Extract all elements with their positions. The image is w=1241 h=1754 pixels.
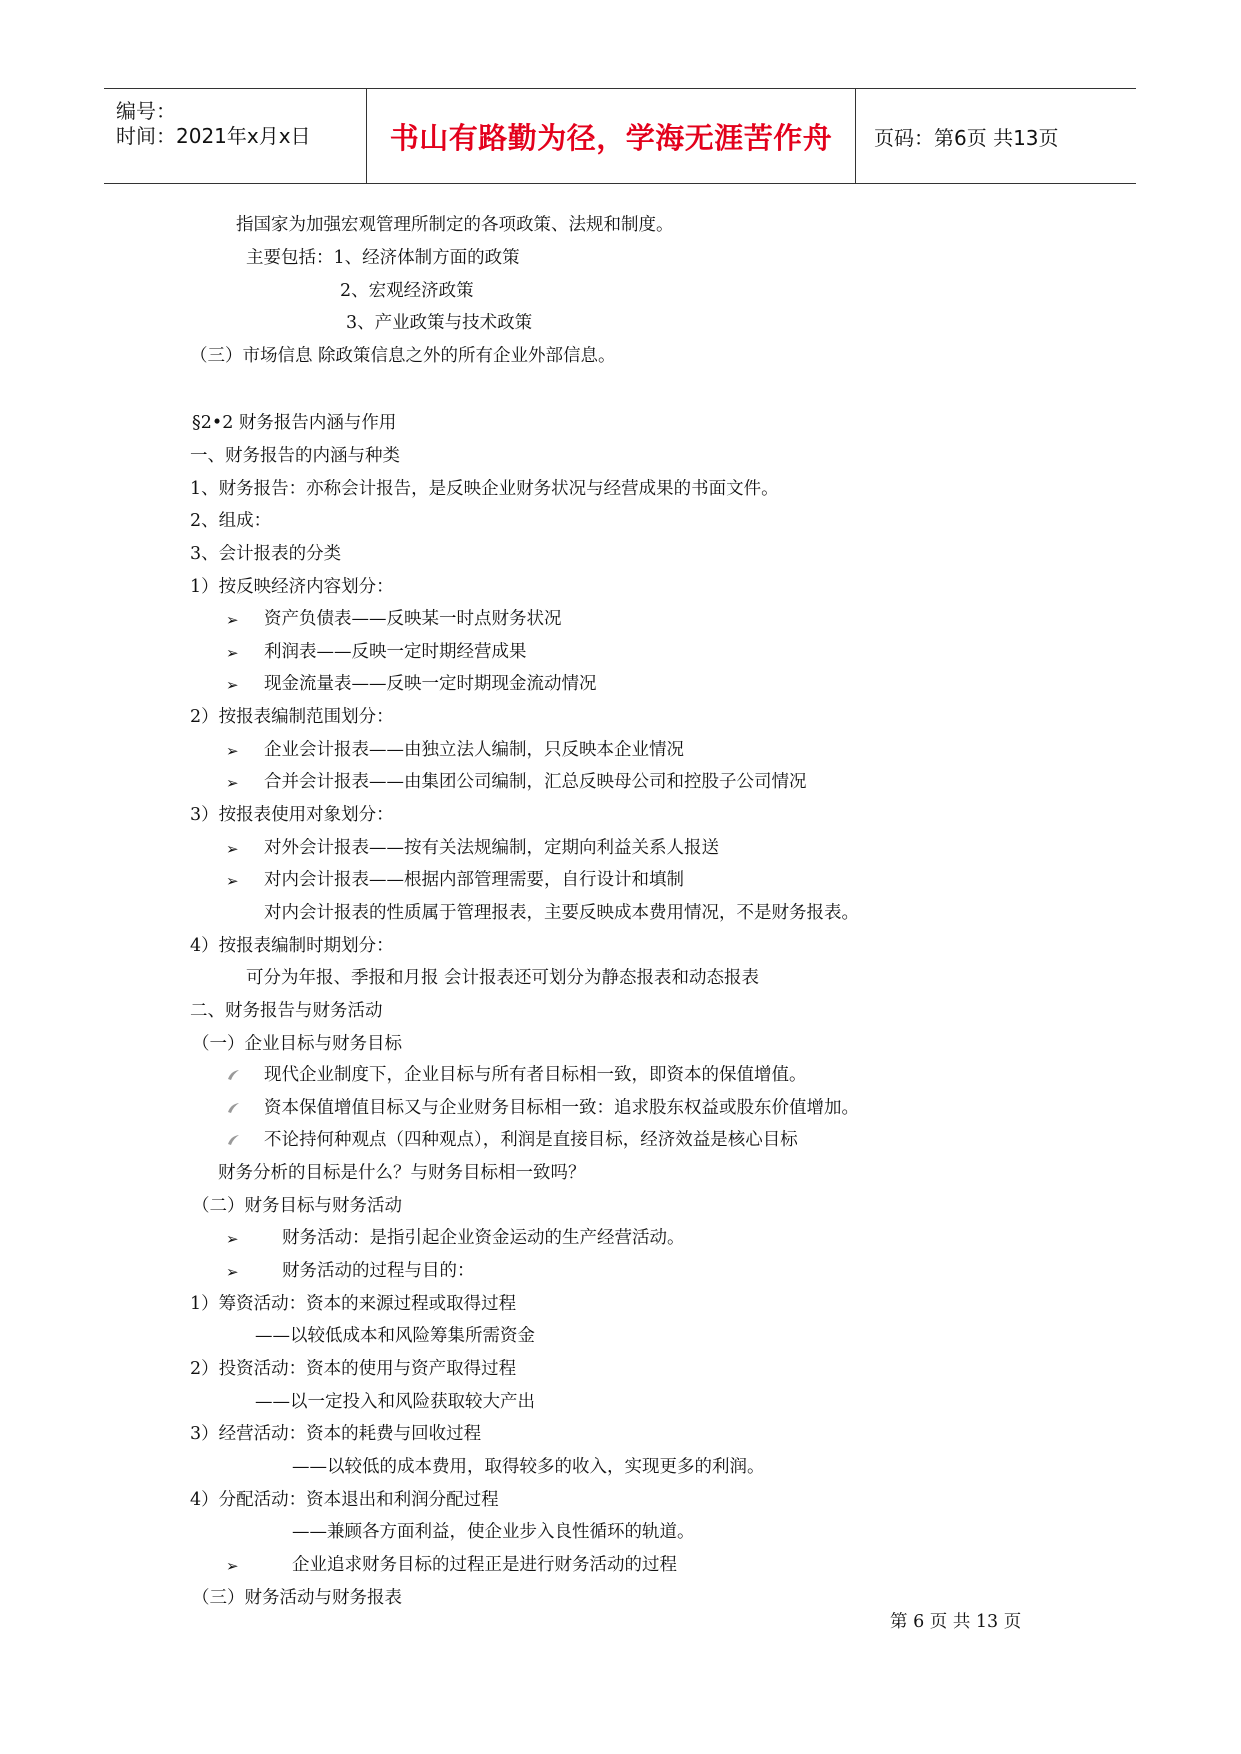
body-line: 3、会计报表的分类 xyxy=(190,544,342,564)
page-footer: 第 6 页 共 13 页 xyxy=(890,1612,1022,1632)
motto: 书山有路勤为径，学海无涯苦作舟 xyxy=(389,120,833,155)
arrow-bullet-icon: ➢ xyxy=(226,872,239,890)
arrow-bullet-icon: ➢ xyxy=(226,742,239,760)
body-line: 财务活动的过程与目的： xyxy=(282,1261,475,1281)
arrow-bullet-icon: ➢ xyxy=(226,840,239,858)
body-line: 3）按报表使用对象划分： xyxy=(190,805,394,825)
body-line: 指国家为加强宏观管理所制定的各项政策、法规和制度。 xyxy=(236,215,674,235)
body-line: 现金流量表——反映一定时期现金流动情况 xyxy=(264,674,597,694)
body-line: 资产负债表——反映某一时点财务状况 xyxy=(264,609,562,629)
arrow-bullet-icon: ➢ xyxy=(226,774,239,792)
body-line: 企业追求财务目标的过程正是进行财务活动的过程 xyxy=(292,1555,677,1575)
number-label: 编号： xyxy=(116,99,176,123)
body-line: 3、产业政策与技术政策 xyxy=(346,313,533,333)
body-line: 主要包括：1、经济体制方面的政策 xyxy=(246,248,520,268)
body-line: 1、财务报告：亦称会计报告，是反映企业财务状况与经营成果的书面文件。 xyxy=(190,479,779,499)
arrow-bullet-icon: ➢ xyxy=(226,1263,239,1281)
check-bullet-icon xyxy=(226,1068,240,1082)
body-line: 对内会计报表的性质属于管理报表，主要反映成本费用情况，不是财务报表。 xyxy=(264,903,859,923)
arrow-bullet-icon: ➢ xyxy=(226,1557,239,1575)
body-line: 企业会计报表——由独立法人编制，只反映本企业情况 xyxy=(264,740,684,760)
body-line: 3）经营活动：资本的耗费与回收过程 xyxy=(190,1424,482,1444)
body-line: （二）财务目标与财务活动 xyxy=(192,1196,402,1216)
body-line: ——兼顾各方面利益，使企业步入良性循环的轨道。 xyxy=(292,1522,695,1542)
arrow-bullet-icon: ➢ xyxy=(226,644,239,662)
body-line: 1）筹资活动：资本的来源过程或取得过程 xyxy=(190,1294,517,1314)
body-line: 财务分析的目标是什么？与财务目标相一致吗？ xyxy=(218,1163,586,1183)
body-line: 财务活动：是指引起企业资金运动的生产经营活动。 xyxy=(282,1228,685,1248)
header-motto-cell xyxy=(367,89,856,183)
page-info: 页码：第6页 共13页 xyxy=(874,125,1059,150)
body-line: ——以一定投入和风险获取较大产出 xyxy=(255,1392,535,1412)
body-line: 1）按反映经济内容划分： xyxy=(190,577,394,597)
body-line: 可分为年报、季报和月报 会计报表还可划分为静态报表和动态报表 xyxy=(246,968,760,988)
check-bullet-icon xyxy=(226,1133,240,1147)
body-line: 利润表——反映一定时期经营成果 xyxy=(264,642,527,662)
body-line: 2）按报表编制范围划分： xyxy=(190,707,394,727)
body-line: 现代企业制度下，企业目标与所有者目标相一致，即资本的保值增值。 xyxy=(264,1065,807,1085)
body-line: 对外会计报表——按有关法规编制，定期向利益关系人报送 xyxy=(264,838,719,858)
body-line: （一）企业目标与财务目标 xyxy=(192,1034,402,1054)
body-line: 2、组成： xyxy=(190,511,272,531)
body-line: 对内会计报表——根据内部管理需要，自行设计和填制 xyxy=(264,870,684,890)
body-line: 二、财务报告与财务活动 xyxy=(190,1001,383,1021)
body-line: ——以较低成本和风险筹集所需资金 xyxy=(255,1326,535,1346)
header-page-cell xyxy=(856,89,1136,183)
body-line: 不论持何种观点（四种观点），利润是直接目标，经济效益是核心目标 xyxy=(264,1130,798,1150)
body-line: 2）投资活动：资本的使用与资产取得过程 xyxy=(190,1359,517,1379)
time-label: 时间：2021年x月x日 xyxy=(116,124,311,148)
body-line: 资本保值增值目标又与企业财务目标相一致：追求股东权益或股东价值增加。 xyxy=(264,1098,859,1118)
arrow-bullet-icon: ➢ xyxy=(226,676,239,694)
body-line: 4）分配活动：资本退出和利润分配过程 xyxy=(190,1490,499,1510)
body-line: ——以较低的成本费用，取得较多的收入，实现更多的利润。 xyxy=(292,1457,765,1477)
page-header xyxy=(104,88,1136,184)
body-line: （三）市场信息 除政策信息之外的所有企业外部信息。 xyxy=(190,346,616,366)
arrow-bullet-icon: ➢ xyxy=(226,1230,239,1248)
arrow-bullet-icon: ➢ xyxy=(226,611,239,629)
body-line: （三）财务活动与财务报表 xyxy=(192,1588,402,1608)
body-line: 合并会计报表——由集团公司编制，汇总反映母公司和控股子公司情况 xyxy=(264,772,807,792)
body-line: 2、宏观经济政策 xyxy=(340,281,474,301)
body-line: 4）按报表编制时期划分： xyxy=(190,936,394,956)
check-bullet-icon xyxy=(226,1101,240,1115)
header-left-cell xyxy=(104,89,367,183)
body-line: 一、财务报告的内涵与种类 xyxy=(190,446,400,466)
section-heading: §2•2 财务报告内涵与作用 xyxy=(192,413,397,433)
